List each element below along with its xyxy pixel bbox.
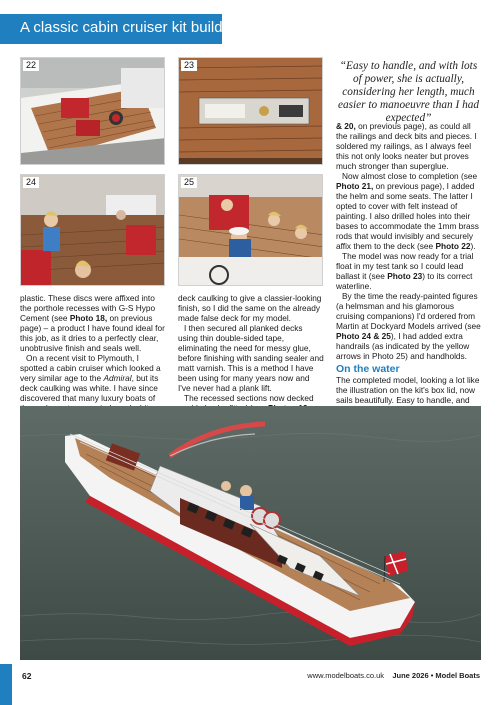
paragraph: deck caulking to give a classier-looking finish, so I did the same on the already made false deck for my model. <box>178 293 322 323</box>
header-band <box>0 14 222 44</box>
paragraph: The model was now ready for a trial float in my test tank so I could lead ballast it (see Photo 23) to its correct waterline. <box>336 251 474 291</box>
article-column-3 <box>336 121 482 435</box>
photo-cockpit-figures-icon <box>21 175 165 286</box>
footer-url: www.modelboats.co.uk <box>307 671 384 680</box>
article-column-2 <box>178 293 324 413</box>
paragraph: The recessed sections now decked <box>184 393 314 403</box>
photo-helmsman-figures-icon <box>179 175 323 286</box>
page-header-title: A classic cabin cruiser kit build <box>20 19 223 36</box>
photo-25 <box>178 174 323 286</box>
paragraph: By the time the ready-painted figures (a helmsman and his glamorous cruising companions) I'd ordered from Martin at Dockyard Models arrived (see Photo 24 & 25), I had added extra handrails (as indicated by the yellow arrows in Photo 25) and handholds. <box>336 291 481 361</box>
photo-23 <box>178 57 323 165</box>
photo-deck-planking-icon <box>179 58 323 165</box>
photo-number: 23 <box>181 60 197 71</box>
photo-number: 25 <box>181 177 197 188</box>
section-heading: On the water <box>336 363 400 375</box>
article-column-1 <box>20 293 166 413</box>
footer-publication-info <box>307 671 480 680</box>
pull-quote: “Easy to handle, and with lots of power, she is actually, considering her length, much easier to manoeuvre than I had expected” <box>337 60 480 124</box>
photo-22 <box>20 57 165 165</box>
paragraph: The completed model, looking a lot like the illustration on the kit's box lid, now sails beautifully. Easy to handle, and <box>336 375 482 435</box>
photo-finished-model-on-water-icon <box>20 406 481 660</box>
photo-number: 24 <box>23 177 39 188</box>
photo-24 <box>20 174 165 286</box>
photo-finished-model <box>20 406 481 660</box>
paragraph: & 20, on previous page), as could all the railings and deck bits and pieces. I soldered my railings, as I always feel this not only looks neater but proves much stronger than superglue. <box>336 121 477 171</box>
paragraph: I then secured all planked decks using thin double-sided tape, eliminating the need for messy glue, before finishing with sanding sealer and matt varnish. This is a method I have been using for many years now and I've never had a plank lift. <box>178 323 324 393</box>
footer-accent-tab <box>0 664 12 705</box>
photo-number: 22 <box>23 60 39 71</box>
paragraph: On a recent visit to Plymouth, I spotted a cabin cruiser which looked a very similar age to the Admiral, but its deck caulking was white. I have since discovered that many luxury boats of <box>20 353 161 403</box>
footer-issue: June 2026 • Model Boats <box>392 671 480 680</box>
photo-deck-seats-icon <box>21 58 165 165</box>
paragraph: Now almost close to completion (see Photo 21, on previous page), I added the helm and some seats. The latter I opted to cover with felt instead of painting. I also drilled holes into their bases to accommodate the 1mm brass rods that would invisibly and securely affix them to the deck (see Photo 22). <box>336 171 479 251</box>
page-number: 62 <box>22 671 32 681</box>
paragraph: plastic. These discs were affixed into the porthole recesses with G-S Hypo Cement (see Photo 18, on previous page) – a product I have found ideal for this job, as it dries to a perfectly clear, unobtrusive finish and seals well. <box>20 293 165 353</box>
